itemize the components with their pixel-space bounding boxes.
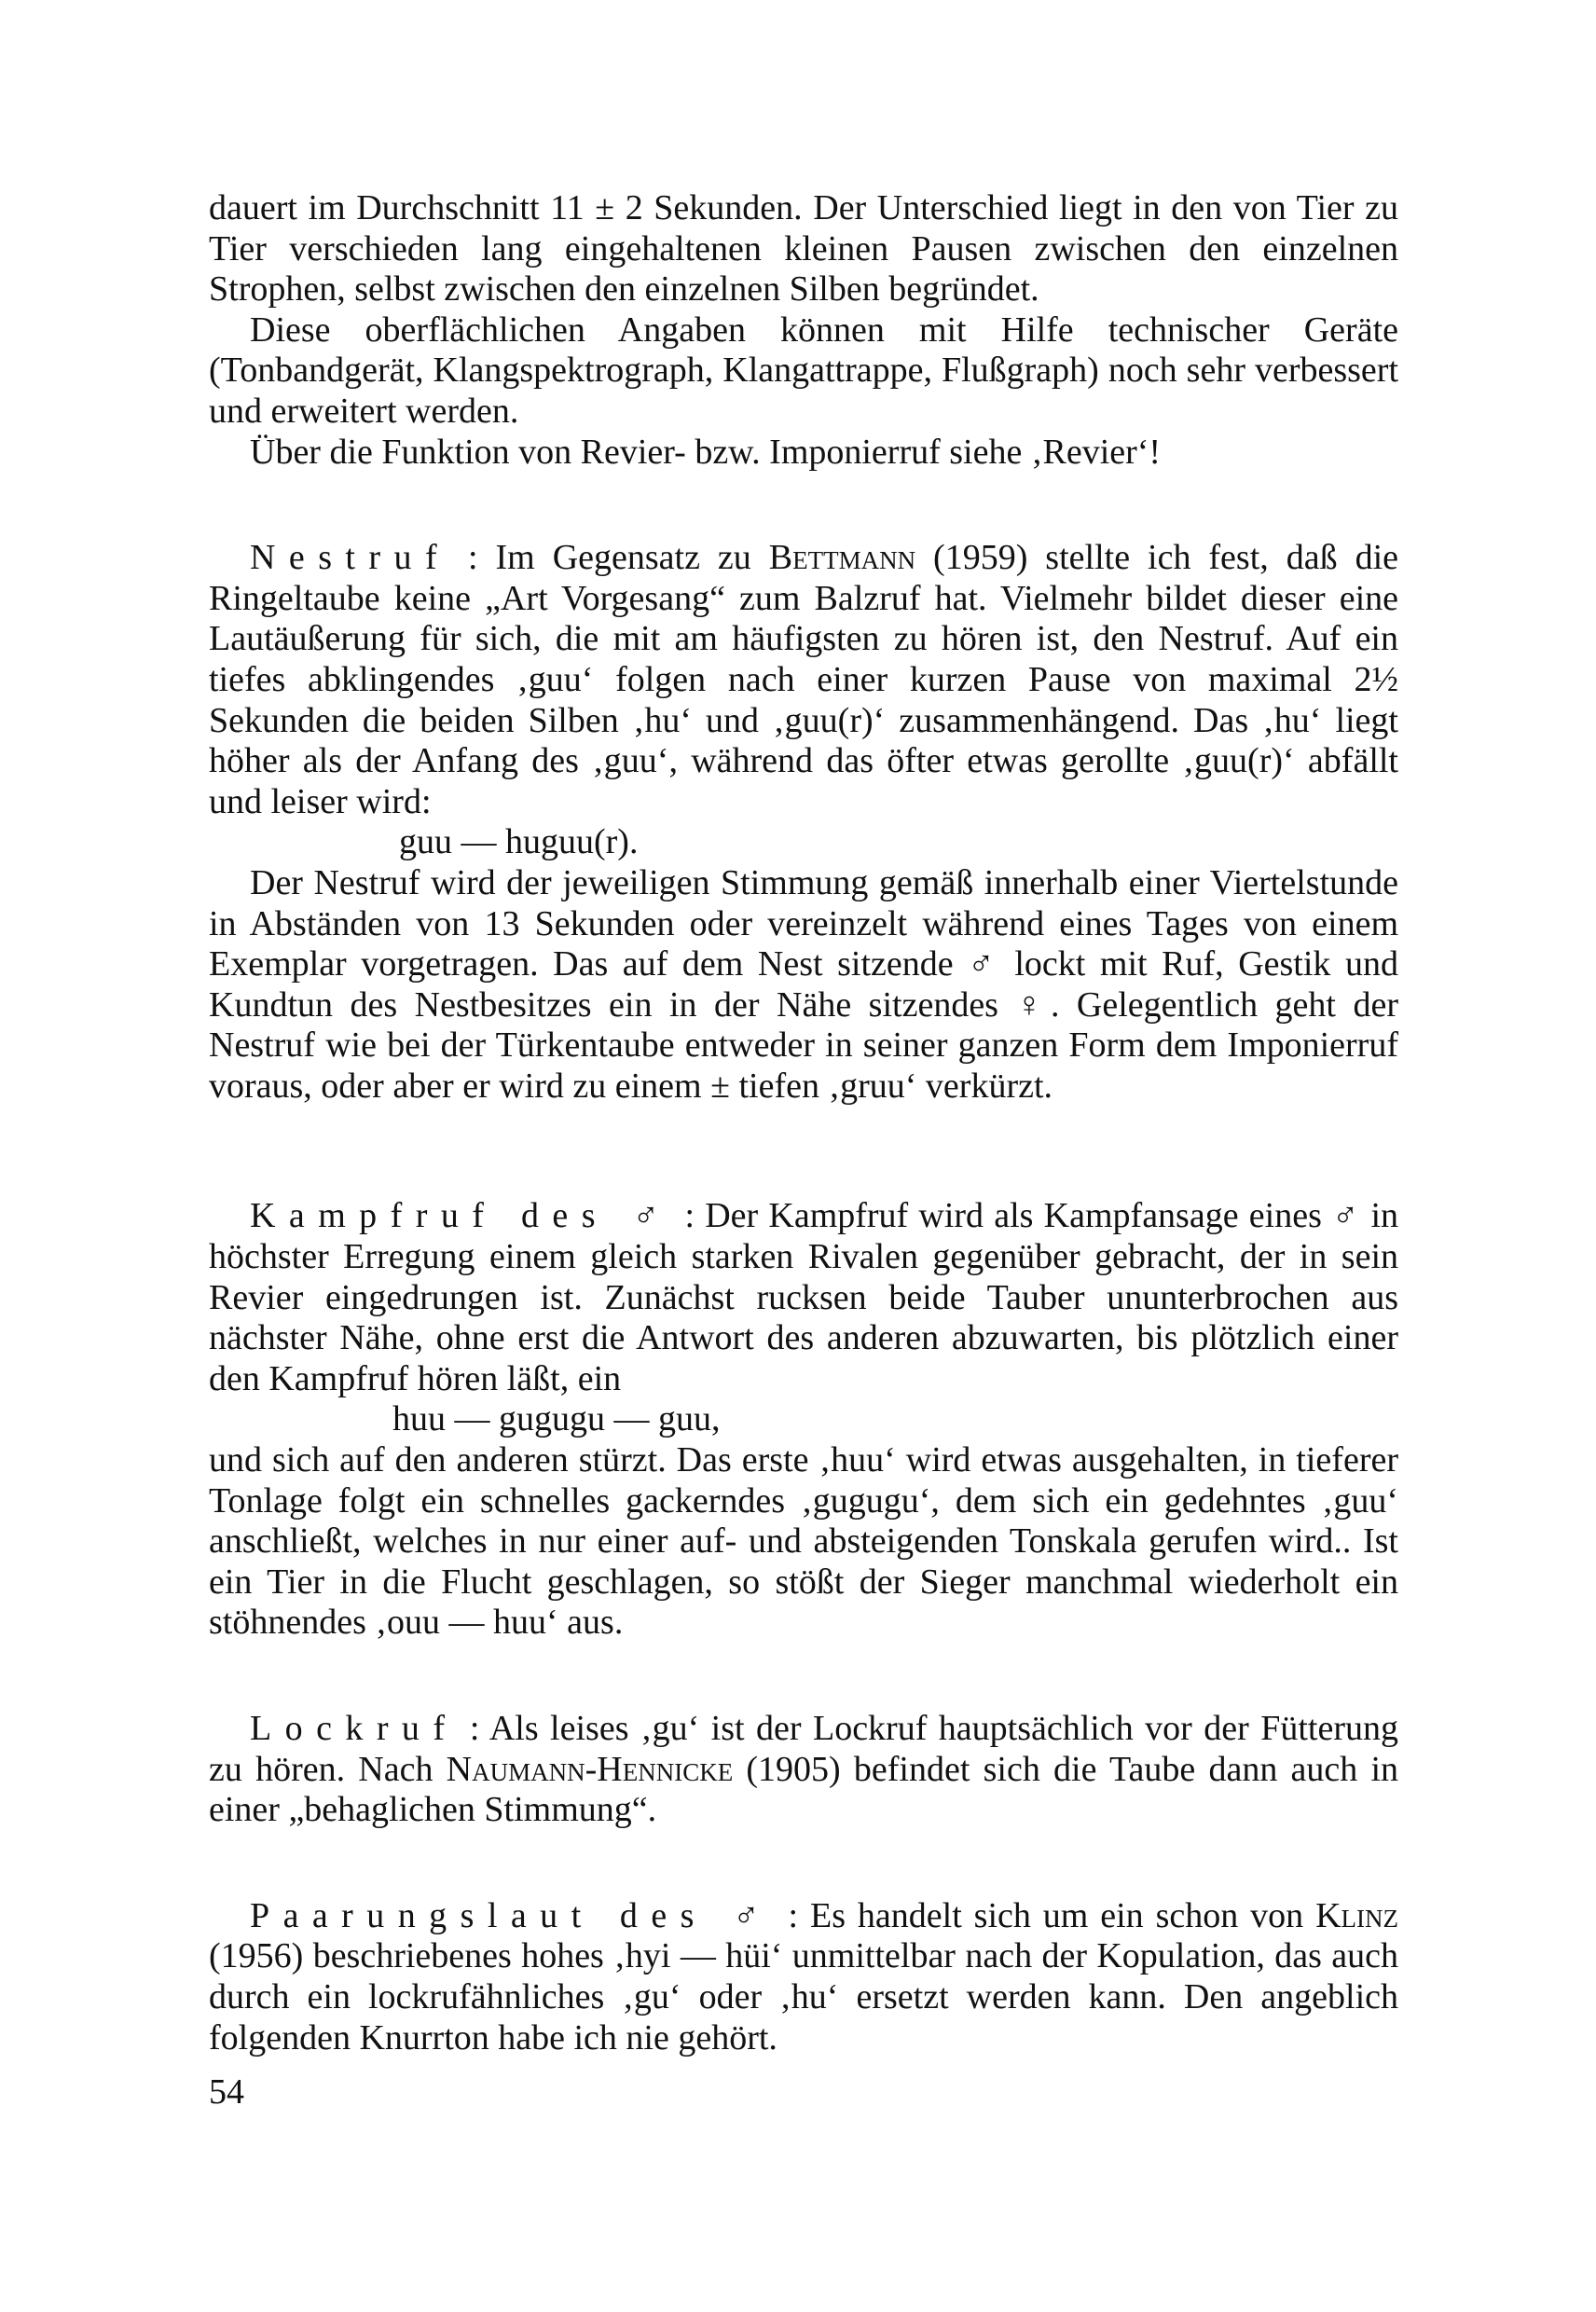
kampfruf-separator: : bbox=[674, 1196, 706, 1236]
kampfruf-text-1: Der Kampfruf wird als Kampfansage eines ♂ in höchster Erregung einem gleich starken Rivalen gegenüber gebracht, der in sein Revier eingedrungen ist. Zunächst rucksen beide Tauber ununterbrochen aus nächster Nähe, ohne erst die Antwort des anderen abzuwarten, bis plötzlich einer den Kampfruf hören läßt, ein bbox=[209, 1196, 1399, 1398]
nestruf-text-1: Im Gegensatz zu bbox=[495, 538, 769, 578]
nestruf-formula: guu — huguu(r). bbox=[399, 822, 639, 862]
paarungslaut-term: Paarungslaut des ♂ bbox=[250, 1895, 777, 1935]
text-block bbox=[209, 188, 1398, 2058]
kampfruf-formula: huu — gugugu — guu, bbox=[392, 1399, 721, 1439]
technical-devices-paragraph: Diese oberflächlichen Angaben können mit Hilfe technischer Geräte (Tonbandgerät, Klangspektrograph, Klangattrappe, Flußgraph) noch sehr verbessert und erweitert werden. bbox=[209, 310, 1398, 431]
kampfruf-paragraph-continued: und sich auf den anderen stürzt. Das erste ‚huu‘ wird etwas ausgehalten, in tieferer Tonlage folgt ein schnelles gackerndes ‚gugugu‘, dem sich ein gedehntes ‚guu‘ anschließt, welches in nur einer auf- und absteigenden Tonskala gerufen wird.. Ist ein Tier in die Flucht geschlagen, so stößt der Sieger manchmal wiederholt ein stöhnendes ‚ouu — huu‘ aus. bbox=[209, 1440, 1398, 1643]
nestruf-paragraph bbox=[209, 538, 1398, 822]
paarungslaut-text-2: (1956) beschriebenes hohes ‚hyi — hüi‘ unmittelbar nach der Kopulation, das auch durch ein lockrufähnliches ‚gu‘ oder ‚hu‘ ersetzt werden kann. Den angeblich folgenden Knurrton habe ich nie gehört. bbox=[209, 1936, 1398, 2057]
lockruf-term: Lockruf bbox=[250, 1709, 459, 1748]
author-bettmann: Bettmann bbox=[768, 538, 916, 578]
paarungslaut-separator: : bbox=[776, 1895, 810, 1935]
nestruf-term: Nestruf bbox=[250, 538, 451, 578]
section-gap bbox=[209, 1107, 1398, 1196]
lockruf-separator: : bbox=[458, 1709, 489, 1748]
nestruf-separator: : bbox=[450, 538, 496, 578]
intro-paragraph: dauert im Durchschnitt 11 ± 2 Sekunden. Der Unterschied liegt in den von Tier zu Tier verschieden lang eingehaltenen kleinen Pausen zwischen den einzelnen Strophen, selbst zwischen den einzelnen Silben begründet. bbox=[209, 188, 1398, 310]
kampfruf-term: Kampfruf des ♂ bbox=[250, 1196, 675, 1236]
author-klinz: Klinz bbox=[1315, 1895, 1398, 1935]
section-gap bbox=[209, 473, 1398, 538]
function-reference-paragraph: Über die Funktion von Revier- bzw. Imponierruf siehe ‚Revier‘! bbox=[250, 432, 1162, 472]
kampfruf-paragraph bbox=[209, 1196, 1398, 1399]
lockruf-text-2: (1905) befindet sich die Taube dann auch in einer „behaglichen Stimmung“. bbox=[209, 1749, 1399, 1830]
paarungslaut-paragraph bbox=[209, 1896, 1398, 2058]
paarungslaut-text-1: Es handelt sich um ein schon von bbox=[810, 1895, 1316, 1935]
section-gap bbox=[209, 1831, 1398, 1896]
author-naumann-hennicke: Naumann-Hennicke bbox=[446, 1749, 734, 1789]
lockruf-paragraph bbox=[209, 1709, 1398, 1831]
page-number: 54 bbox=[209, 2072, 244, 2112]
section-gap bbox=[209, 1644, 1398, 1709]
nestruf-text-2: (1959) stellte ich fest, daß die Ringeltaube keine „Art Vorgesang“ zum Balzruf hat. Vielmehr bildet dieser eine Lautäußerung für sich, die mit am häufigsten zu hören ist, den Nestruf. Auf ein tiefes abklingendes ‚guu‘ folgen nach einer kurzen Pause von maximal 2½ Sekunden die beiden Silben ‚hu‘ und ‚guu(r)‘ zusammenhängend. Das ‚hu‘ liegt höher als der Anfang des ‚guu‘, während das öfter etwas gerollte ‚guu(r)‘ abfällt und leiser wird: bbox=[209, 538, 1398, 821]
lockruf-text-1: Als leises ‚gu‘ ist der Lockruf hauptsächlich vor der Fütterung zu hören. Nach bbox=[209, 1709, 1399, 1789]
nestruf-paragraph-2: Der Nestruf wird der jeweiligen Stimmung gemäß innerhalb einer Viertelstunde in Abständen von 13 Sekunden oder vereinzelt während eines Tages von einem Exemplar vorgetragen. Das auf dem Nest sitzende ♂ lockt mit Ruf, Gestik und Kundtun des Nestbesitzes ein in der Nähe sitzendes ♀. Gelegentlich geht der Nestruf wie bei der Türkentaube entweder in seiner ganzen Form dem Imponierruf voraus, oder aber er wird zu einem ± tiefen ‚gruu‘ verkürzt. bbox=[209, 862, 1398, 1106]
